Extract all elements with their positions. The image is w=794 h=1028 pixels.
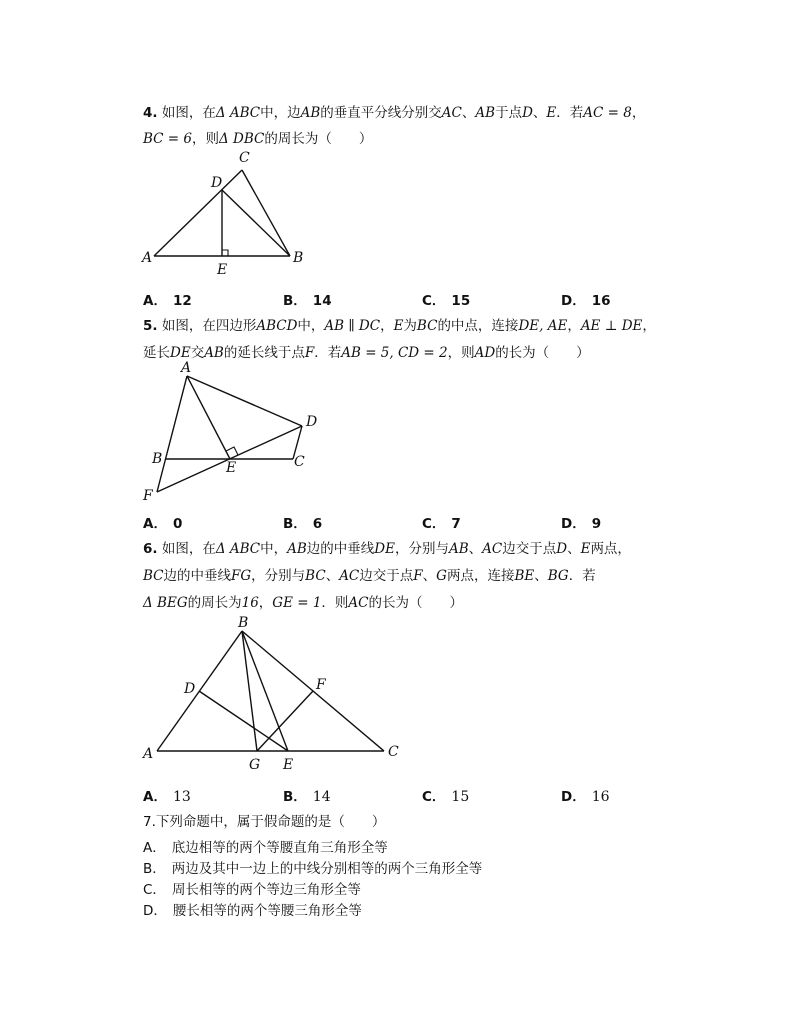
q5-label-e: E — [226, 460, 237, 476]
q5-math: DE, AE — [518, 318, 568, 334]
q6-math: DE — [374, 541, 395, 557]
option-letter: D． — [561, 516, 586, 532]
q6-label-c: C — [388, 744, 399, 760]
choice-letter: A． — [143, 840, 166, 856]
q5-math: AB = 5, CD = 2 — [341, 345, 448, 361]
option-letter: A． — [143, 516, 167, 532]
choice-text: 底边相等的两个等腰直角三角形全等 — [171, 840, 388, 856]
choice-text: 腰长相等的两个等腰三角形全等 — [172, 903, 362, 919]
q4-label-b: B — [293, 250, 304, 266]
q4-text: 如图，在 — [161, 105, 216, 121]
q6-text: 边交于点 — [502, 541, 557, 557]
q6-math: D — [556, 541, 568, 557]
option-letter: A． — [143, 293, 167, 309]
q4-math: BC = 6 — [143, 131, 192, 147]
q6-label-f: F — [316, 677, 326, 693]
option-value: 7 — [451, 516, 461, 532]
q4-math: D — [522, 105, 533, 121]
q4-option-c[interactable] — [422, 289, 470, 309]
q6-stem-line1 — [143, 540, 631, 558]
option-value: 16 — [591, 789, 610, 805]
q5-option-d[interactable] — [561, 512, 601, 532]
q6-text: 、 — [325, 568, 340, 584]
q5-text: 交 — [190, 345, 205, 361]
q4-option-b[interactable] — [283, 289, 332, 309]
q5-math: AD — [474, 345, 496, 361]
q6-text: 中， — [260, 541, 288, 557]
q5-side-af — [157, 376, 187, 492]
q6-label-b: B — [238, 615, 249, 631]
q6-number: 6. — [143, 541, 158, 557]
q6-math: Δ ABC — [215, 541, 261, 557]
option-letter: C． — [422, 789, 446, 805]
q5-label-b: B — [152, 451, 163, 467]
q4-math: AB — [475, 105, 496, 121]
q4-math: E — [546, 105, 557, 121]
q6-text: 、 — [567, 541, 581, 557]
q6-label-d: D — [184, 681, 196, 697]
q5-side-ad — [187, 376, 302, 426]
option-letter: B． — [283, 789, 307, 805]
q5-option-a[interactable] — [143, 512, 182, 532]
q6-text: 如图，在 — [161, 541, 216, 557]
choice-letter: B． — [143, 861, 166, 877]
q6-math: AC — [348, 595, 369, 611]
q5-number: 5. — [143, 318, 158, 334]
q6-math: FG — [231, 568, 252, 584]
q5-math: AE ⊥ DE — [580, 318, 643, 334]
q6-text: 的长为（ ） — [368, 595, 464, 611]
q6-text: 边交于点 — [359, 568, 414, 584]
q6-math: BC — [305, 568, 326, 584]
q6-text: 两点，连接 — [446, 568, 515, 584]
q5-math: ABCD — [256, 318, 298, 334]
q6-text: ．若 — [568, 568, 596, 584]
option-value: 13 — [172, 789, 191, 805]
q6-math: BC — [143, 568, 164, 584]
q6-text: 、 — [422, 568, 437, 584]
q5-stem-line1 — [143, 317, 656, 335]
q6-math: G — [436, 568, 447, 584]
q6-text: 边的中垂线 — [306, 541, 375, 557]
q6-math: E — [580, 541, 591, 557]
q4-math: Δ ABC — [215, 105, 261, 121]
option-value: 14 — [312, 789, 331, 805]
q4-math: AC — [441, 105, 462, 121]
q5-text: 如图，在四边形 — [161, 318, 257, 334]
q4-math: Δ DBC — [218, 131, 265, 147]
q6-option-d[interactable] — [561, 785, 610, 805]
q6-text: ，分别与 — [394, 541, 449, 557]
option-letter: D． — [561, 789, 586, 805]
q5-math: AB — [204, 345, 224, 361]
option-letter: A． — [143, 789, 167, 805]
option-letter: C． — [422, 293, 446, 309]
q6-math: AB — [287, 541, 307, 557]
q6-math: F — [413, 568, 423, 584]
choice-text: 周长相等的两个等边三角形全等 — [171, 882, 361, 898]
q6-label-e: E — [283, 757, 294, 773]
q4-text: 、 — [461, 105, 476, 121]
q6-math: BE — [514, 568, 535, 584]
q4-option-a[interactable] — [143, 289, 192, 309]
q5-math: E — [393, 318, 404, 334]
option-value: 0 — [172, 516, 183, 532]
q5-text: ．若 — [314, 345, 342, 361]
q4-text: ，则 — [191, 131, 219, 147]
choice-text: 两边及其中一边上的中线分别相等的两个三角形全等 — [171, 861, 483, 877]
q6-stem-line2 — [143, 567, 596, 585]
q5-text: ，则 — [447, 345, 475, 361]
q4-number: 4. — [143, 105, 158, 121]
q7-choice-c[interactable] — [143, 878, 361, 898]
q6-math: AC — [339, 568, 360, 584]
q5-label-d: D — [306, 414, 318, 430]
q6-math: AB — [448, 541, 469, 557]
q6-text: ，分别与 — [251, 568, 306, 584]
q5-text: 为 — [403, 318, 417, 334]
q4-math: AC = 8 — [583, 105, 632, 121]
q6-math: GE = 1 — [272, 595, 322, 611]
q7-choice-a[interactable] — [143, 836, 388, 856]
q5-stem-line2 — [143, 344, 590, 362]
option-letter: D． — [561, 293, 586, 309]
q6-text: 的周长为 — [187, 595, 242, 611]
q6-math: 16 — [241, 595, 259, 611]
q6-text: 、 — [534, 568, 548, 584]
q5-text: ， — [380, 318, 394, 334]
choice-letter: C． — [143, 882, 166, 898]
q5-text: 的延长线于点 — [223, 345, 305, 361]
q4-label-d: D — [211, 175, 223, 191]
q7-choice-b[interactable] — [143, 857, 482, 877]
q6-text: 两点， — [590, 541, 631, 557]
q5-label-f: F — [143, 488, 153, 504]
q4-text: 的垂直平分线分别交 — [320, 105, 442, 121]
q5-label-c: C — [294, 454, 305, 470]
q6-text: ， — [258, 595, 273, 611]
q6-text: 、 — [468, 541, 483, 557]
q5-text: ， — [567, 318, 581, 334]
option-value: 12 — [172, 293, 192, 309]
option-value: 16 — [591, 293, 611, 309]
q4-text: ， — [631, 105, 646, 121]
q7-number: 7. — [143, 814, 156, 830]
option-value: 15 — [451, 789, 470, 805]
q5-text: 延长 — [143, 345, 170, 361]
option-letter: C． — [422, 516, 446, 532]
q7-text: 下列命题中，属于假命题的是（ ） — [155, 814, 386, 830]
q6-option-b[interactable] — [283, 785, 331, 805]
q5-math: F — [304, 345, 315, 361]
q4-right-angle-mark — [222, 250, 228, 256]
q4-side-ac — [154, 170, 242, 256]
q6-math: Δ BEG — [143, 595, 188, 611]
q4-text: 于点 — [495, 105, 523, 121]
q4-label-e: E — [217, 262, 228, 278]
option-value: 15 — [451, 293, 471, 309]
q6-math: AC — [482, 541, 503, 557]
option-value: 14 — [312, 293, 332, 309]
q6-label-a: A — [143, 746, 154, 762]
q4-text: ．若 — [556, 105, 584, 121]
q4-math: AB — [300, 105, 321, 121]
q5-option-b[interactable] — [283, 512, 322, 532]
choice-letter: D． — [143, 903, 167, 919]
q4-text: 的周长为（ ） — [264, 131, 373, 147]
option-value: 9 — [591, 516, 602, 532]
q5-segment-ae — [187, 376, 230, 459]
q6-label-g: G — [249, 757, 261, 773]
option-letter: B． — [283, 516, 307, 532]
q5-text: 的长为（ ） — [495, 345, 590, 361]
q4-side-bc — [242, 170, 290, 256]
q7-stem — [143, 813, 385, 831]
q5-math: AB ∥ DC — [324, 318, 381, 334]
q5-label-a: A — [181, 360, 192, 376]
q4-text: 、 — [532, 105, 547, 121]
q5-text: 的中点，连接 — [437, 318, 519, 334]
q6-segment-de — [199, 691, 288, 751]
q5-text: 中， — [297, 318, 325, 334]
q6-option-a[interactable] — [143, 785, 191, 805]
q6-text: ．则 — [321, 595, 349, 611]
q4-label-c: C — [239, 150, 250, 166]
q4-text: 中，边 — [260, 105, 301, 121]
q6-math: BG — [547, 568, 569, 584]
q4-segment-db — [222, 190, 290, 256]
q7-choice-d[interactable] — [143, 899, 362, 919]
option-value: 6 — [312, 516, 323, 532]
q5-option-c[interactable] — [422, 512, 461, 532]
q6-stem-line3 — [143, 594, 463, 612]
q5-text: ， — [642, 318, 656, 334]
q5-math: DE — [170, 345, 191, 361]
q4-option-d[interactable] — [561, 289, 611, 309]
q5-math: BC — [416, 318, 438, 334]
q6-text: 边的中垂线 — [163, 568, 232, 584]
option-letter: B． — [283, 293, 307, 309]
q6-option-c[interactable] — [422, 785, 469, 805]
q4-label-a: A — [142, 250, 153, 266]
